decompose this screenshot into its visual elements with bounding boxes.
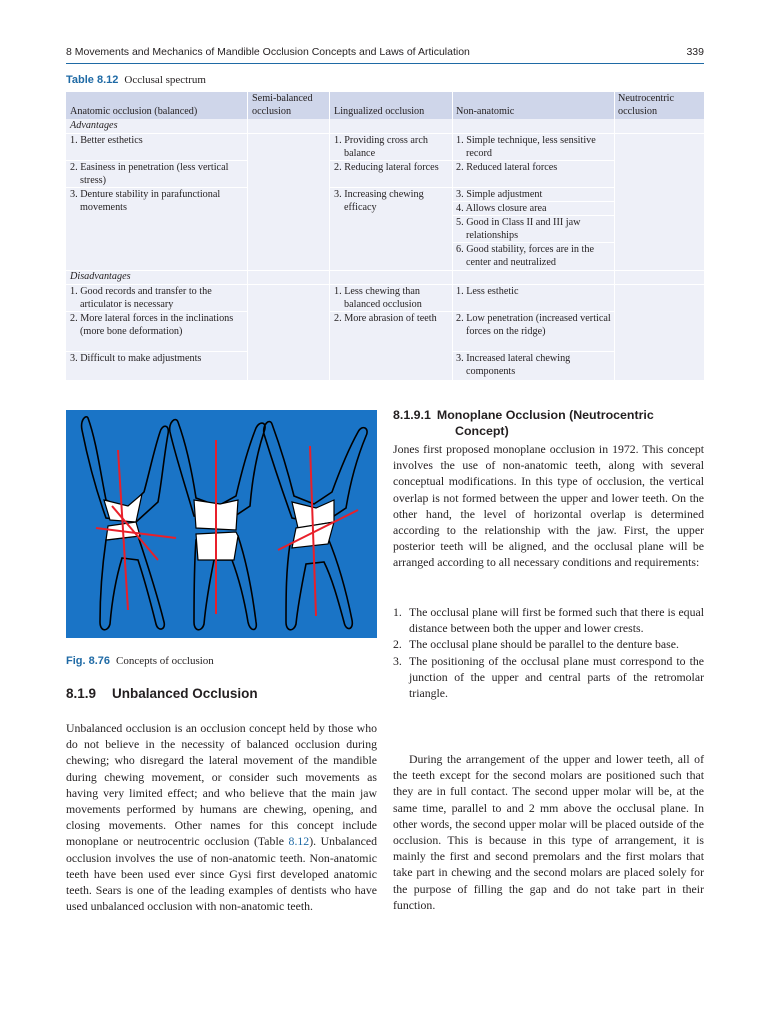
cell-dis-nonanat-2: 2. Low penetration (increased vertical forces on the ridge) [456, 313, 611, 337]
cell-adv-nonanat-5: 5. Good in Class II and III jaw relationships [456, 217, 581, 241]
row-divider [452, 351, 614, 352]
row-divider [452, 242, 614, 243]
cell-adv-lingualized-3: 3. Increasing chewing efficacy [334, 189, 424, 213]
row-divider [66, 284, 704, 285]
row-divider [329, 160, 614, 161]
cell-adv-anatomic-3: 3. Denture stability in parafunctional movements [70, 189, 221, 213]
col-header-anatomic: Anatomic occlusion (balanced) [70, 106, 198, 117]
table-label: Table 8.12 [66, 74, 119, 86]
row-divider [329, 187, 614, 188]
teeth-illustration [66, 410, 377, 638]
section-heading-unbalanced-occlusion [66, 686, 258, 701]
list-item: 1. The occlusal plane will first be formed such that there is equal distance between both the upper and lower crests. [393, 605, 704, 636]
col-header-lingualized: Lingualized occlusion [334, 106, 425, 117]
lower-tooth-outline-left [100, 536, 164, 630]
cell-dis-lingualized-2: 2. More abrasion of teeth [334, 313, 437, 324]
monoplane-intro-paragraph: Jones first proposed monoplane occlusion in 1972. This concept involves the use of non-anatomic teeth, along with several conceptual modifications. In this type of occlusion, the vertical overlap is not formed between the upper and lower teeth. On the other hand, the level of horizontal overlap is determined according to the relationship with the jaw. First, the upper posterior teeth will be aligned, and the occlusal plane will be arranged according to all necessary conditions and requirements: [393, 442, 704, 570]
page-number: 339 [686, 46, 704, 58]
cell-adv-lingualized-2: 2. Reducing lateral forces [334, 162, 439, 173]
figure-caption-text: Concepts of occlusion [116, 655, 214, 667]
row-divider [452, 201, 614, 202]
lower-tooth-outline-right [286, 538, 352, 630]
table-caption-text: Occlusal spectrum [124, 74, 206, 86]
row-divider [66, 187, 247, 188]
col-divider [452, 92, 453, 380]
cell-adv-nonanat-3: 3. Simple adjustment [456, 189, 543, 200]
cell-adv-nonanat-6: 6. Good stability, forces are in the center and neutralized [456, 244, 594, 268]
row-divider [329, 311, 614, 312]
col-divider [614, 92, 615, 380]
col-header-semi-balanced: Semi-balanced occlusion [252, 93, 313, 117]
col-header-neutrocentric: Neutrocentric occlusion [618, 93, 675, 117]
advantages-label: Advantages [70, 120, 118, 131]
cell-adv-anatomic-2: 2. Easiness in penetration (less vertical stress) [70, 162, 229, 186]
arrangement-paragraph: During the arrangement of the upper and lower teeth, all of the teeth except for the second molars are positioned such that they are in full contact. The second upper molar will be, at the same time, parallel to and 2 mm above the occlusal plane. In other words, the second upper molar will be placed outside of the occlusion. This is because in this type of arrangement, it is mainly the first and second premolars and the first molars that take part in chewing and the second molars are placed solely for the purpose of filling the gap and do not take part in their function. [393, 752, 704, 912]
cell-adv-anatomic-1: 1. Better esthetics [70, 135, 143, 146]
header-rule [66, 63, 704, 64]
occlusal-plane-requirements-list [393, 604, 704, 701]
subsection-title-line2: Concept) [455, 424, 509, 438]
disadvantages-label: Disadvantages [70, 271, 131, 282]
figure-caption [66, 655, 214, 667]
chapter-title: 8 Movements and Mechanics of Mandible Occlusion Concepts and Laws of Articulation [66, 46, 470, 58]
running-header [66, 44, 704, 62]
unbalanced-occlusion-paragraph: Unbalanced occlusion is an occlusion concept held by those who do not believe in the necessity of balanced occlusion during chewing; who disregard the lateral movement of the mandible during chewing movement, or consider such movements as having very limited effect; and who believe that the main jaw movements performed by humans are chewing, opening, and closing movements. Other names for this concept include monoplane or neutrocentric occlusion (Table 8.12). Unbalanced occlusion involves the use of non-anatomic teeth. Non-anatomic teeth have been used ever since Gysi first developed anatomic teeth. Sears is one of the leading examples of dentists who have used unbalanced occlusion with non-anatomic teeth. [66, 721, 377, 914]
cell-adv-lingualized-1: 1. Providing cross arch balance [334, 135, 428, 159]
row-divider [66, 311, 247, 312]
section-title: Unbalanced Occlusion [112, 686, 258, 701]
cell-dis-anatomic-1: 1. Good records and transfer to the articulator is necessary [70, 286, 212, 310]
row-divider [66, 351, 247, 352]
occlusion-concepts-figure [66, 410, 377, 638]
col-header-non-anatomic: Non-anatomic [456, 106, 515, 117]
col-divider [247, 92, 248, 380]
list-item: 2. The occlusal plane should be parallel to the denture base. [393, 637, 679, 652]
subsection-number: 8.1.9.1 [393, 408, 431, 422]
cell-dis-nonanat-1: 1. Less esthetic [456, 286, 519, 297]
cell-dis-anatomic-2: 2. More lateral forces in the inclinations (more bone deformation) [70, 313, 234, 337]
table-caption [66, 74, 206, 86]
cell-adv-nonanat-2: 2. Reduced lateral forces [456, 162, 558, 173]
row-divider [452, 215, 614, 216]
subsection-heading-monoplane [393, 407, 704, 439]
cell-dis-anatomic-3: 3. Difficult to make adjustments [70, 353, 202, 364]
cell-dis-lingualized-1: 1. Less chewing than balanced occlusion [334, 286, 422, 310]
occlusal-spectrum-table [66, 92, 704, 380]
table-reference-link[interactable]: 8.12 [288, 834, 310, 849]
section-number: 8.1.9 [66, 686, 97, 701]
list-item: 3. The positioning of the occlusal plane must correspond to the junction of the upper and central parts of the retromolar triangle. [393, 653, 704, 701]
subsection-title-line1: Monoplane Occlusion (Neutrocentric [436, 408, 654, 422]
cell-adv-nonanat-1: 1. Simple technique, less sensitive record [456, 135, 596, 159]
row-divider [66, 133, 704, 134]
figure-label: Fig. 8.76 [66, 655, 111, 667]
col-divider [329, 92, 330, 380]
row-divider [66, 270, 704, 271]
row-divider [66, 160, 247, 161]
cell-adv-nonanat-4: 4. Allows closure area [456, 203, 547, 214]
cell-dis-nonanat-3: 3. Increased lateral chewing components [456, 353, 571, 377]
